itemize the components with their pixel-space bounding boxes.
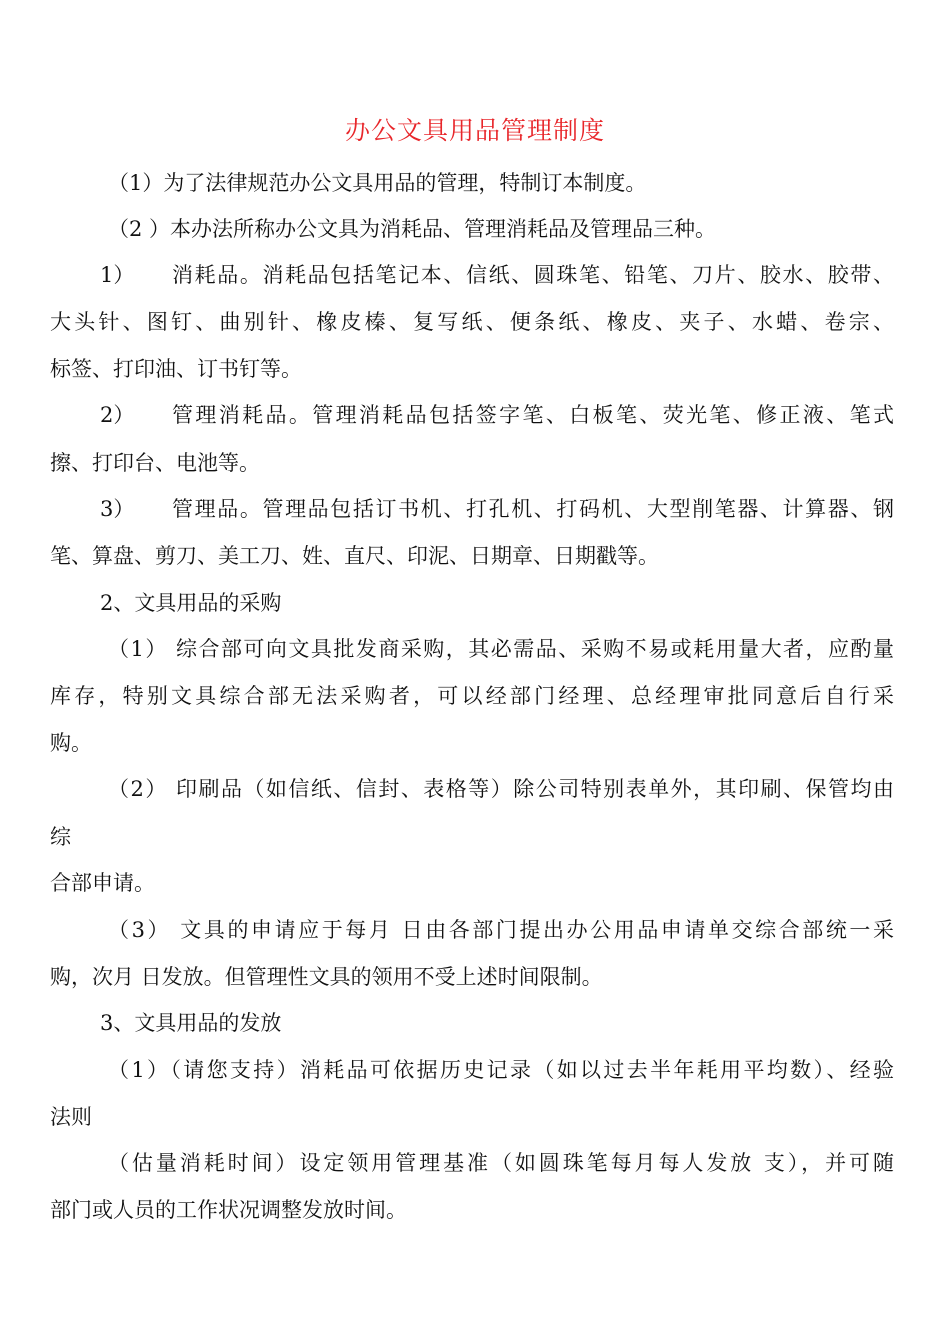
paragraph-line-11: 库存，特别文具综合部无法采购者，可以经部门经理、总经理审批同意后自行采 — [50, 684, 894, 708]
paragraph-line-10: （1） 综合部可向文具批发商采购，其必需品、采购不易或耗用量大者，应酌量 — [108, 637, 894, 661]
paragraph-line-12: 购。 — [50, 731, 92, 755]
paragraph-line-21: 部门或人员的工作状况调整发放时间。 — [50, 1198, 407, 1222]
paragraph-line-15: 合部申请。 — [50, 871, 155, 895]
section-heading-3: 3、文具用品的发放 — [100, 1011, 282, 1035]
paragraph-line-6: 管理消耗品。管理消耗品包括签字笔、白板笔、荧光笔、修正液、笔式 — [172, 403, 894, 427]
paragraph-line-7: 擦、打印台、电池等。 — [50, 451, 260, 475]
paragraph-line-16: （3） 文具的申请应于每月 日由各部门提出办公用品申请单交综合部统一采 — [108, 918, 894, 942]
list-number-2: 2） — [100, 403, 135, 427]
paragraph-line-17: 购，次月 日发放。但管理性文具的领用不受上述时间限制。 — [50, 965, 603, 989]
paragraph-line-19: 法则 — [50, 1105, 92, 1129]
paragraph-line-1: （1）为了法律规范办公文具用品的管理，特制订本制度。 — [108, 171, 647, 195]
paragraph-line-5: 标签、打印油、订书钉等。 — [50, 357, 302, 381]
paragraph-line-3: 消耗品。消耗品包括笔记本、信纸、圆珠笔、铅笔、刀片、胶水、胶带、 — [172, 263, 894, 287]
document-title: 办公文具用品管理制度 — [344, 116, 605, 145]
paragraph-line-20: （估量消耗时间）设定领用管理基准（如圆珠笔每月每人发放 支），并可随 — [108, 1151, 894, 1175]
paragraph-line-2: （2 ）本办法所称办公文具为消耗品、管理消耗品及管理品三种。 — [108, 217, 717, 241]
list-number-1: 1） — [100, 263, 135, 287]
paragraph-line-13: （2） 印刷品（如信纸、信封、表格等）除公司特别表单外，其印刷、保管均由 — [108, 777, 894, 801]
list-number-3: 3） — [100, 497, 135, 521]
section-heading-2: 2、文具用品的采购 — [100, 591, 282, 615]
paragraph-line-4: 大头针、图钉、曲别针、橡皮榛、复写纸、便条纸、橡皮、夹子、水蜡、卷宗、 — [50, 310, 894, 334]
paragraph-line-18: （1）（请您支持）消耗品可依据历史记录（如以过去半年耗用平均数）、经验 — [108, 1058, 894, 1082]
paragraph-line-14: 综 — [50, 825, 71, 849]
paragraph-line-9: 笔、算盘、剪刀、美工刀、姓、直尺、印泥、日期章、日期戳等。 — [50, 544, 659, 568]
paragraph-line-8: 管理品。管理品包括订书机、打孔机、打码机、大型削笔器、计算器、钢 — [172, 497, 894, 521]
